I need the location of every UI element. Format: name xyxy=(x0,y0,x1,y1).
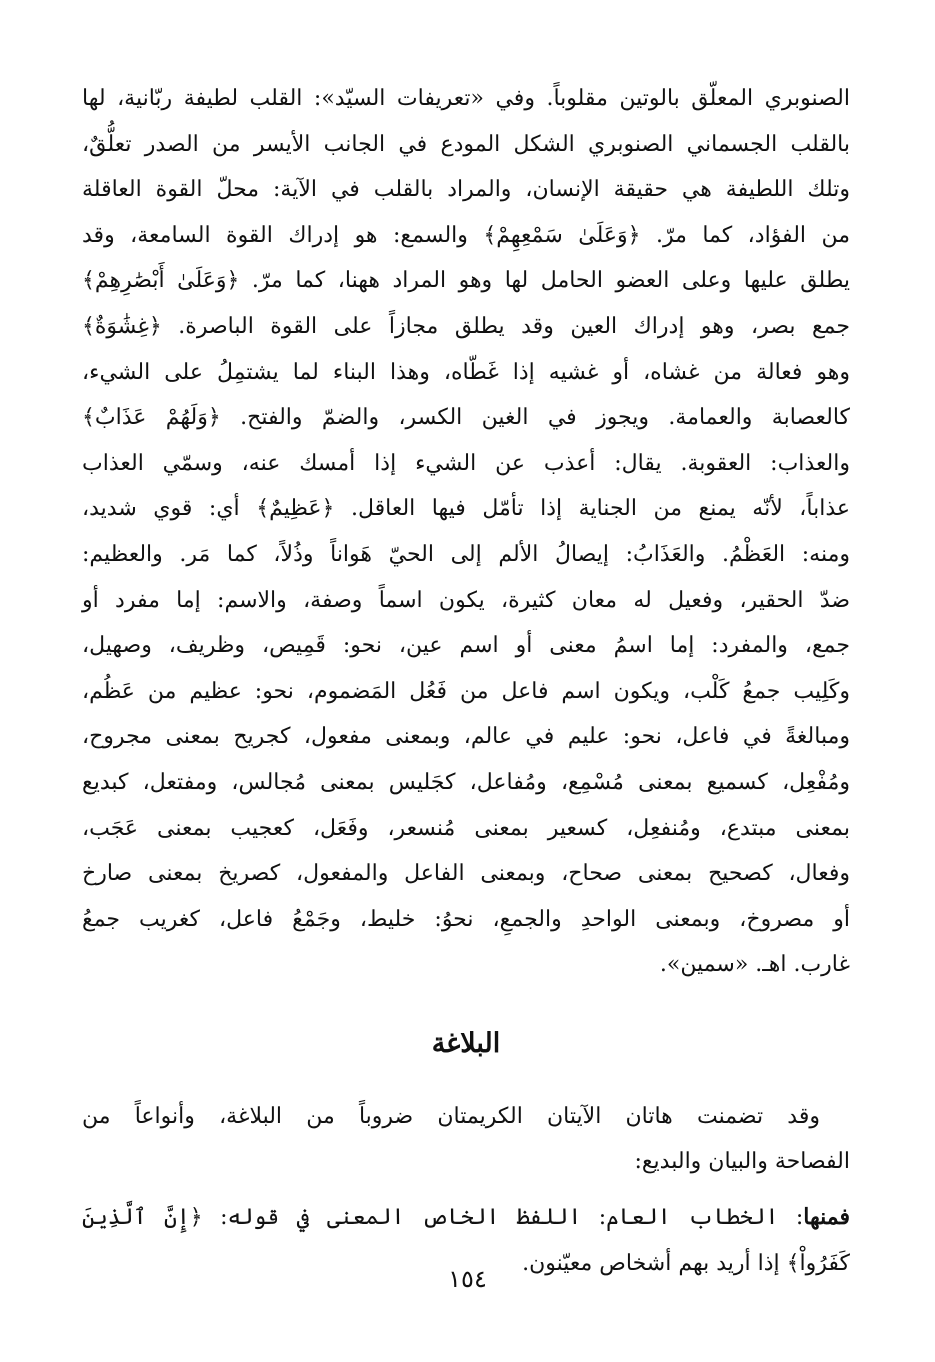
text-line: ومُفْعِل، كسميع بمعنى مُسْمِع، ومُفاعل، كجَليس بمعنى مُجالس، ومفتعل، كبديع xyxy=(82,769,850,795)
section-heading: البلاغة xyxy=(431,1027,501,1059)
lead-word: فمنها xyxy=(803,1204,850,1231)
text-line: وكَلِيب جمعُ كَلْب، ويكون اسم فاعل من فَعُل المَضموم، نحو: عظيم من عَظُم، xyxy=(82,678,850,704)
text-line: عذاباً، لأنّه يمنع من الجناية إذا تأمّل فيها العاقل. ﴿عَظِيمٌ﴾ أي: قوي شديد، xyxy=(82,496,850,522)
text-line: وقد تضمنت هاتان الآيتان الكريمتان ضروباً من البلاغة، وأنواعاً من xyxy=(82,1103,820,1129)
text-line: يطلق عليها وعلى العضو الحامل لها وهو المراد ههنا، كما مرّ. ﴿وَعَلَىٰ أَبْصَٰرِهِمْ﴾ xyxy=(82,268,850,294)
text-line: جمع بصر، وهو إدراك العين وقد يطلق مجازاً على القوة الباصرة. ﴿غِشَٰوَةٌ﴾ xyxy=(82,313,850,339)
text-line: كَفَرُواْ﴾ إذا أريد بهم أشخاص معيّنون. xyxy=(522,1250,850,1276)
intro-paragraph xyxy=(82,1094,850,1185)
commentary-paragraph xyxy=(82,76,850,988)
text-line: بمعنى مبتدع، ومُنفعِل، كسعير بمعنى مُنسعر، وفَعَل، كعجيب بمعنى عَجَب، xyxy=(82,815,850,841)
text-line: من الفؤاد، كما مرّ. ﴿وَعَلَىٰ سَمْعِهِمْ﴾ والسمع: هو إدراك القوة السامعة، وقد xyxy=(82,222,850,248)
text-line: الصنوبري المعلّق بالوتين مقلوباً. وفي «تعريفات السيّد»: القلب لطيفة ربّانية، لها xyxy=(82,86,850,111)
text-line: ومبالغةً في فاعل، نحو: عليم في عالم، وبمعنى مفعول، كجريح بمعنى مجروح، xyxy=(82,724,850,750)
text-line: وتلك اللطيفة هي حقيقة الإنسان، والمراد بالقلب في الآية: محلّ القوة العاقلة xyxy=(82,177,850,203)
text-line: ضدّ الحقير، وفعيل له معان كثيرة، يكون اسماً وصفة، والاسم: إما مفرد أو xyxy=(82,587,850,613)
text-fragment: : الخطاب العام: اللفظ الخاص المعنى في قوله: ﴿إِنَّ ٱلَّذِينَ xyxy=(82,1205,804,1231)
page-body xyxy=(82,76,850,1286)
text-line: غارب. اهـ. «سمين». xyxy=(659,952,850,978)
text-line: والعذاب: العقوبة. يقال: أعذب عن الشيء إذا أمسك عنه، وسمّي العذاب xyxy=(82,450,850,476)
text-line: بالقلب الجسماني الصنوبري الشكل المودع في الجانب الأيسر من الصدر تعلُّقٌ، xyxy=(82,131,850,157)
text-line: وهو فعالة من غشاه، أو غشيه إذا غَطّاه، وهذا البناء لما يشتمِلُ على الشيء، xyxy=(82,359,850,385)
text-line: وفعال، كصحيح بمعنى صحاح، وبمعنى الفاعل والمفعول، كصريخ بمعنى صارخ xyxy=(82,861,850,887)
text-line: جمع، والمفرد: إما اسمُ معنى أو اسم عين، نحو: قَمِيص، وظريف، وصهيل، xyxy=(82,633,850,659)
text-line: ومنه: العَظْمُ. والعَذَابُ: إيصالُ الألم إلى الحيّ هَواناً وذُلاً، كما مَر. والعظيم: xyxy=(82,541,850,567)
text-line: أو مصروخ، وبمعنى الواحدِ والجمعِ، نحوُ: خليط، وجَمْعُ فاعل، كغريب جمعُ xyxy=(82,906,850,932)
text-line: كالعصابة والعمامة. ويجوز في الغين الكسر، والضمّ والفتح. ﴿وَلَهُمْ عَذَابٌ﴾ xyxy=(82,405,851,431)
text-line: الفصاحة والبيان والبديع: xyxy=(634,1149,850,1175)
page-number: ١٥٤ xyxy=(448,1265,487,1293)
text-line xyxy=(82,1195,850,1241)
